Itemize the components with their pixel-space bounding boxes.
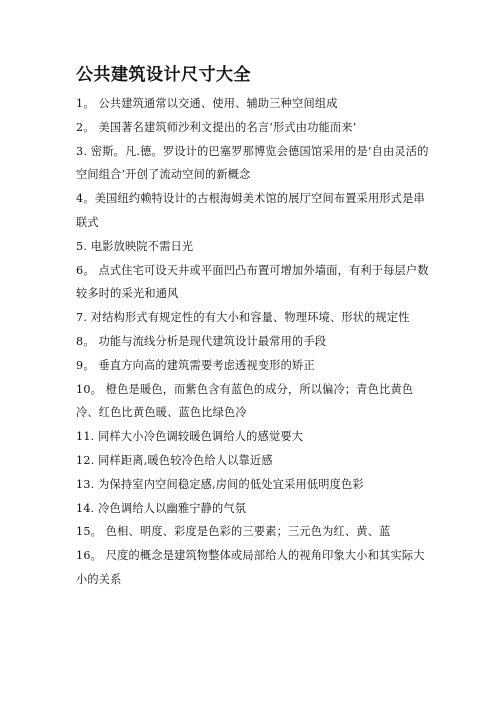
list-item: 14. 冷色调给人以幽雅宁静的气氛 <box>76 501 247 515</box>
list-item: 10。 橙色是暖色，而紫色含有蓝色的成分，所以偏冷；青色比黄色冷、红色比黄色暖、蓝色比绿色冷 <box>76 382 414 420</box>
list-item: 5. 电影放映院不需日光 <box>76 239 194 253</box>
list-item: 15。 色相、明度、彩度是色彩的三要素；三元色为红、黄、蓝 <box>76 525 391 539</box>
list-item: 13. 为保持室内空间稳定感,房间的低处宜采用低明度色彩 <box>76 477 364 491</box>
list-item: 2。 美国著名建筑师沙利文提出的名言‘形式由功能而来’ <box>76 120 357 134</box>
list-item: 6。 点式住宅可设天井或平面凹凸布置可增加外墙面，有利于每层户数较多时的采光和通风 <box>76 263 429 301</box>
list-item: 12. 同样距离,暖色较冷色给人以靠近感 <box>76 453 273 467</box>
list-item: 8。 功能与流线分析是现代建筑设计最常用的手段 <box>76 334 327 348</box>
list-item: 9。 垂直方向高的建筑需要考虑透视变形的矫正 <box>76 358 315 372</box>
document-body-list <box>76 92 430 592</box>
list-item: 11. 同样大小冷色调较暖色调给人的感觉要大 <box>76 430 304 444</box>
list-item: 7. 对结构形式有规定性的有大小和容量、物理环境、形状的规定性 <box>76 311 410 325</box>
list-item: 1。 公共建筑通常以交通、使用、辅助三种空间组成 <box>76 97 338 110</box>
list-item: 3. 密斯。凡.德。罗设计的巴塞罗那博览会德国馆采用的是‘自由灵活的空间组合’开创了流动空间的新概念 <box>76 144 429 182</box>
list-item: 16。 尺度的概念是建筑物整体或局部给人的视角印象大小和其实际大小的关系 <box>76 549 425 586</box>
list-item: 4。美国纽约赖特设计的古根海姆美术馆的展厅空间布置采用形式是串联式 <box>76 192 425 229</box>
document-title: 公共建筑设计尺寸大全 <box>76 65 251 85</box>
